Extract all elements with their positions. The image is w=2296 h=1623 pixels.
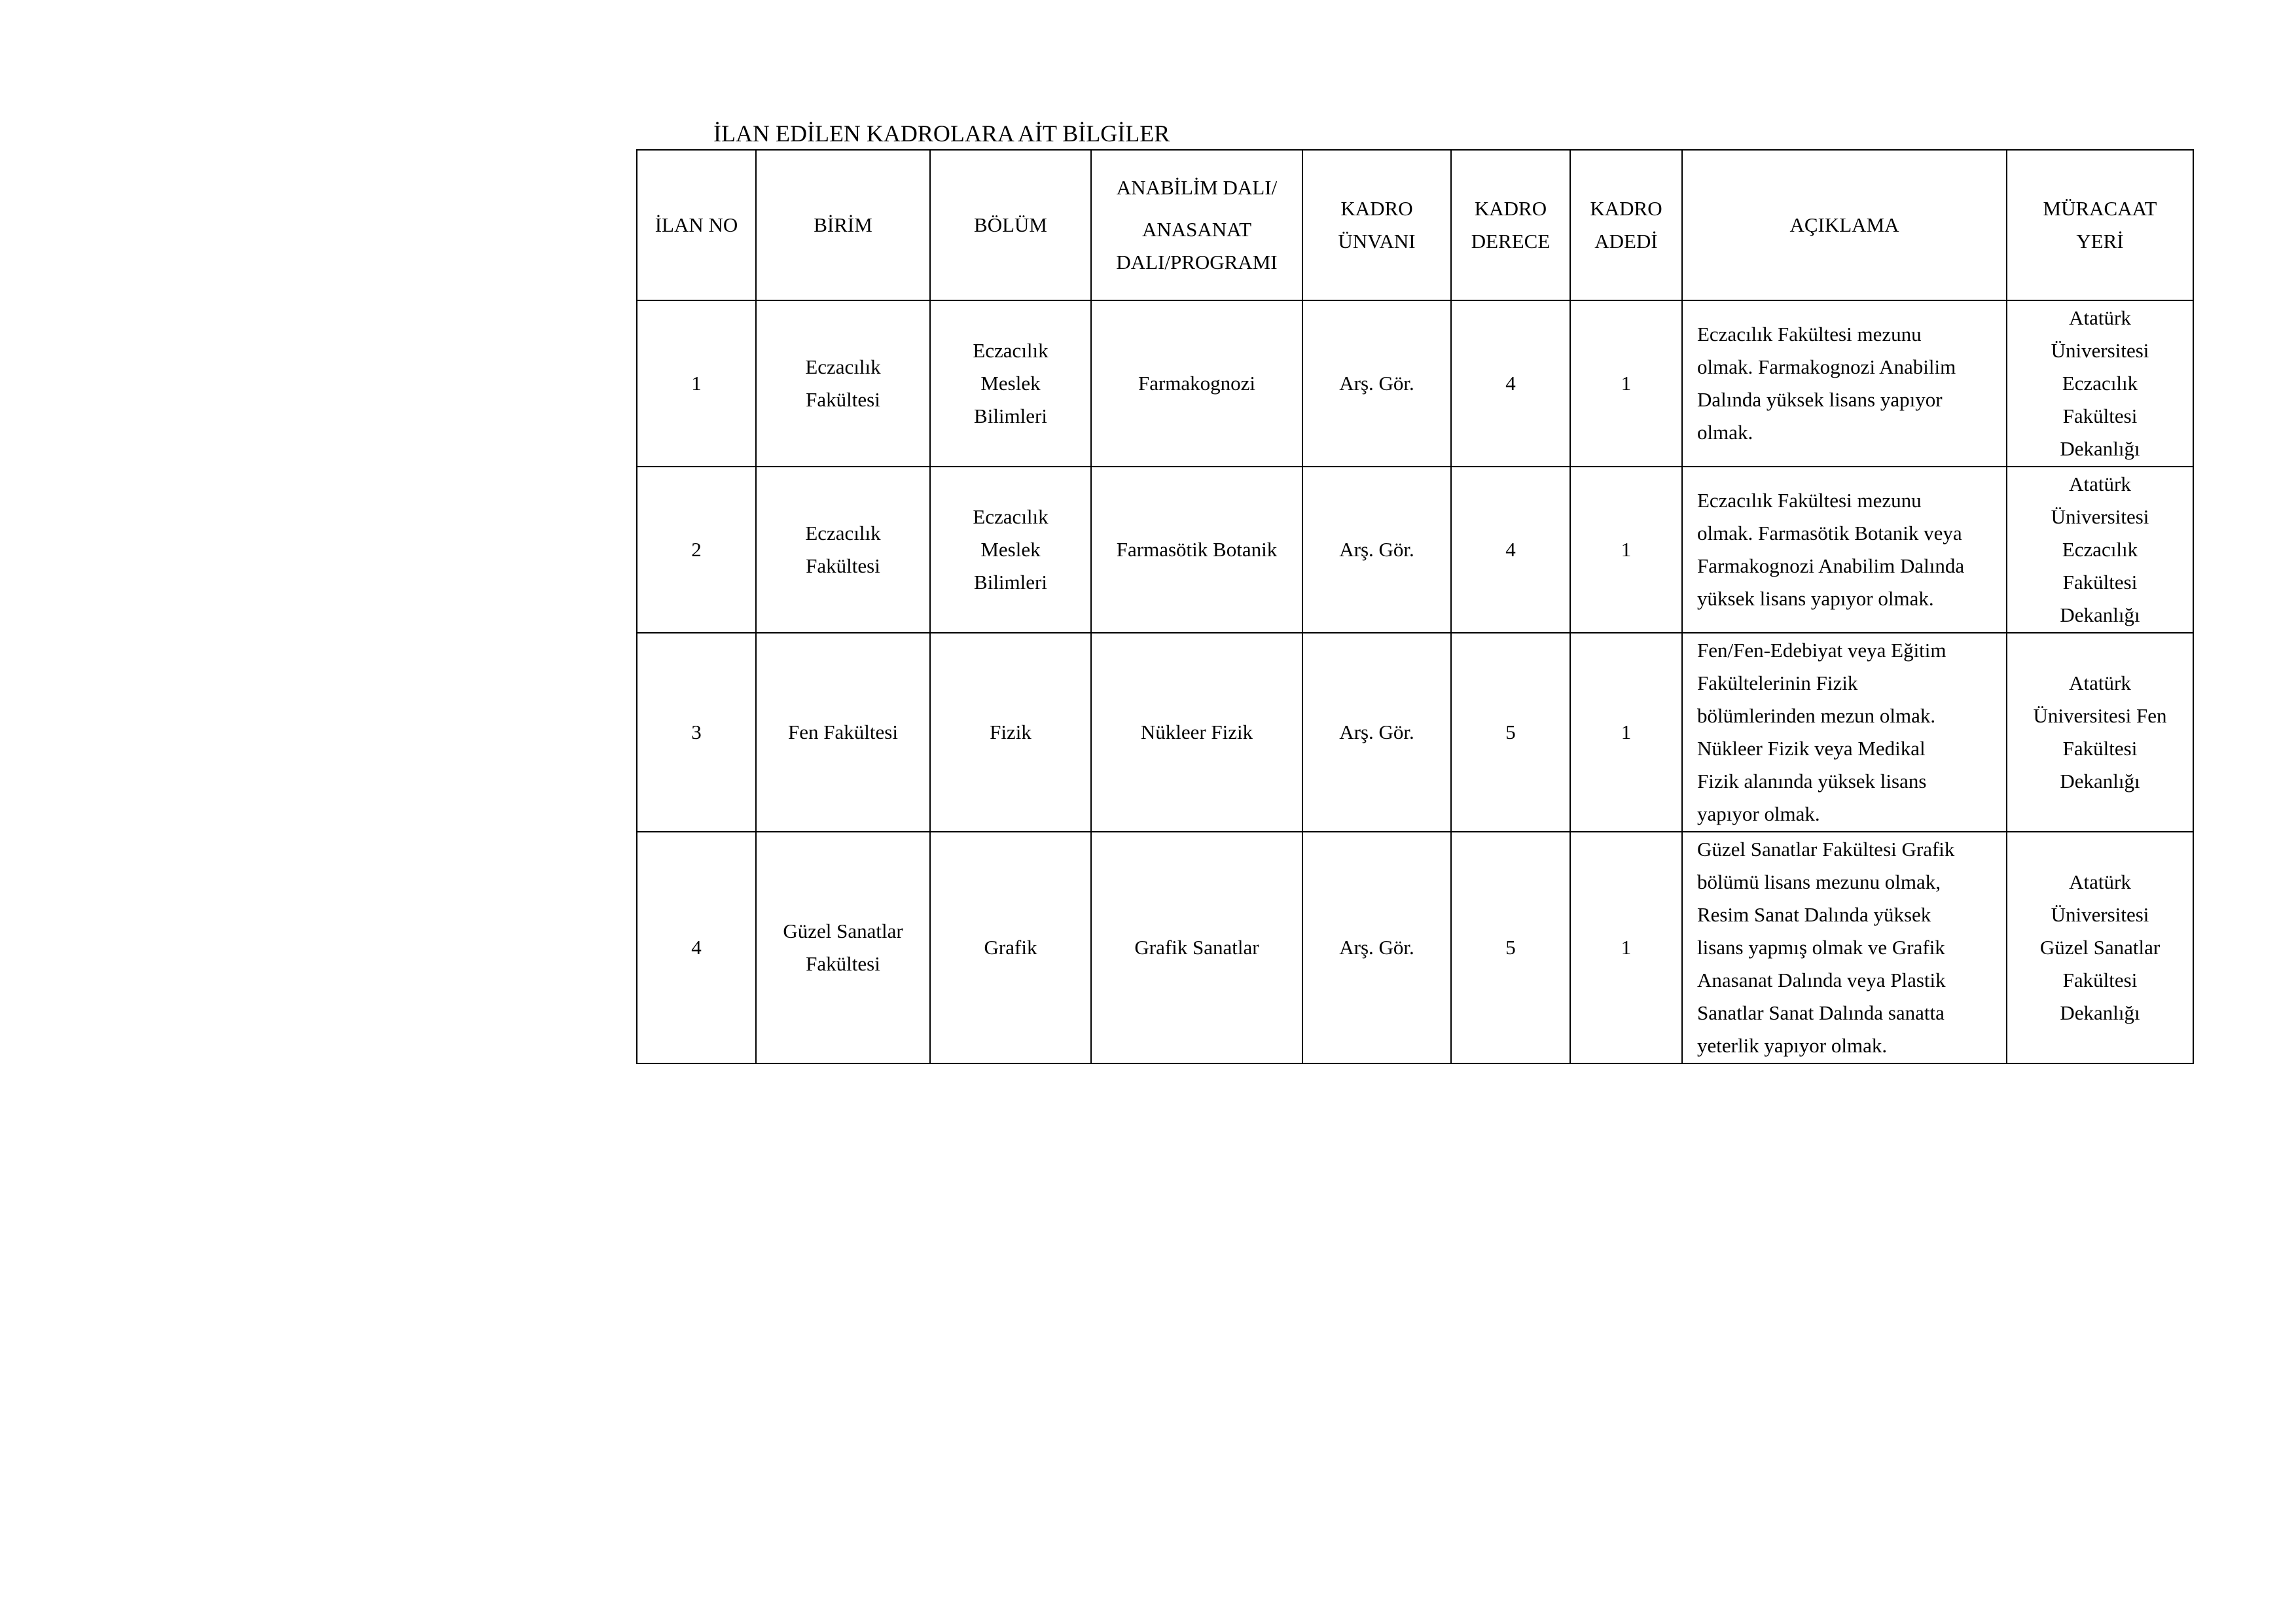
cell-line: yeterlik yapıyor olmak. — [1697, 1034, 1888, 1057]
cell-line: Fizik — [990, 721, 1031, 743]
table-row — [637, 633, 2193, 832]
header-birim: BİRİM — [756, 150, 930, 300]
cell-line: 1 — [691, 372, 702, 395]
cell-line: Üniversitesi — [2051, 339, 2149, 362]
cell-kadro-unvani — [1302, 467, 1451, 633]
cell-line: Eczacılık Fakültesi mezunu — [1697, 323, 1922, 346]
cell-ilan-no — [637, 467, 756, 633]
cell-kadro-derece — [1451, 633, 1570, 832]
cell-line: Üniversitesi — [2051, 505, 2149, 528]
cell-anabilim-dali — [1091, 633, 1302, 832]
table-header-row — [637, 150, 2193, 300]
cell-kadro-derece — [1451, 300, 1570, 467]
cell-muracaat-yeri — [2007, 467, 2193, 633]
cell-line: Fakültesi — [2062, 571, 2138, 594]
cell-kadro-adedi — [1570, 467, 1682, 633]
table-body — [637, 300, 2193, 1063]
header-ilan-no: İLAN NO — [637, 150, 756, 300]
cell-line: Fakültesi — [806, 388, 880, 411]
cell-line: yapıyor olmak. — [1697, 802, 1820, 825]
cell-aciklama — [1682, 300, 2007, 467]
cell-line: yüksek lisans yapıyor olmak. — [1697, 587, 1934, 610]
cell-line: Eczacılık Fakültesi mezunu — [1697, 489, 1922, 512]
cell-ilan-no — [637, 300, 756, 467]
cell-line: Dekanlığı — [2060, 770, 2140, 793]
cell-line: Fakültelerinin Fizik — [1697, 671, 1858, 694]
cell-line: Fakültesi — [2062, 404, 2138, 427]
cell-line: Nükleer Fizik veya Medikal — [1697, 737, 1926, 760]
cell-kadro-unvani — [1302, 633, 1451, 832]
cell-kadro-derece — [1451, 467, 1570, 633]
table-row — [637, 467, 2193, 633]
table-row — [637, 300, 2193, 467]
cell-anabilim-dali — [1091, 832, 1302, 1063]
cell-line: Üniversitesi — [2051, 903, 2149, 926]
cell-kadro-adedi — [1570, 633, 1682, 832]
header-bolum: BÖLÜM — [930, 150, 1091, 300]
cell-line: Üniversitesi Fen — [2033, 704, 2167, 727]
cell-line: Arş. Gör. — [1339, 936, 1414, 959]
cell-line: Eczacılık — [2062, 538, 2138, 561]
cell-line: Atatürk — [2069, 870, 2131, 893]
cell-line: bölümlerinden mezun olmak. — [1697, 704, 1936, 727]
header-muracaat-yeri: MÜRACAAT YERİ — [2007, 150, 2193, 300]
cell-birim — [756, 633, 930, 832]
cell-line: olmak. Farmasötik Botanik veya — [1697, 522, 1962, 544]
cell-bolum — [930, 633, 1091, 832]
cell-line: olmak. — [1697, 421, 1753, 444]
cell-kadro-adedi — [1570, 300, 1682, 467]
cell-line: Arş. Gör. — [1339, 721, 1414, 743]
cell-line: 4 — [691, 936, 702, 959]
cell-line: 4 — [1505, 538, 1516, 561]
cell-line: Farmakognozi — [1138, 372, 1256, 395]
cell-line: Eczacılık — [805, 522, 881, 544]
cell-kadro-derece — [1451, 832, 1570, 1063]
cell-ilan-no — [637, 832, 756, 1063]
header-aciklama: AÇIKLAMA — [1682, 150, 2007, 300]
cell-line: Bilimleri — [974, 404, 1047, 427]
cell-line: Güzel Sanatlar Fakültesi Grafik — [1697, 838, 1955, 861]
table-row — [637, 832, 2193, 1063]
header-kadro-unvani: KADRO ÜNVANI — [1302, 150, 1451, 300]
cell-anabilim-dali — [1091, 467, 1302, 633]
cell-line: Arş. Gör. — [1339, 538, 1414, 561]
cell-muracaat-yeri — [2007, 832, 2193, 1063]
cell-bolum — [930, 300, 1091, 467]
cell-kadro-unvani — [1302, 300, 1451, 467]
cell-line: Dekanlığı — [2060, 1001, 2140, 1024]
cell-ilan-no — [637, 633, 756, 832]
cell-line: 2 — [691, 538, 702, 561]
cell-bolum — [930, 467, 1091, 633]
cell-line: Dekanlığı — [2060, 603, 2140, 626]
header-kadro-derece: KADRO DERECE — [1451, 150, 1570, 300]
cell-line: Fen/Fen-Edebiyat veya Eğitim — [1697, 639, 1946, 662]
cell-line: Fakültesi — [806, 554, 880, 577]
cell-line: Güzel Sanatlar — [783, 919, 903, 942]
cell-line: 4 — [1505, 372, 1516, 395]
cell-line: Atatürk — [2069, 473, 2131, 495]
cell-line: 1 — [1621, 936, 1632, 959]
cell-muracaat-yeri — [2007, 633, 2193, 832]
cell-line: Resim Sanat Dalında yüksek — [1697, 903, 1931, 926]
cell-line: Fakültesi — [806, 952, 880, 975]
header-anabilim-dali: ANABİLİM DALI/ ANASANAT DALI/PROGRAMI — [1091, 150, 1302, 300]
cell-birim — [756, 300, 930, 467]
cell-line: Farmakognozi Anabilim Dalında — [1697, 554, 1965, 577]
cell-line: Fizik alanında yüksek lisans — [1697, 770, 1927, 793]
cell-anabilim-dali — [1091, 300, 1302, 467]
cell-birim — [756, 832, 930, 1063]
cell-line: Bilimleri — [974, 571, 1047, 594]
cell-line: Sanatlar Sanat Dalında sanatta — [1697, 1001, 1945, 1024]
cell-line: 1 — [1621, 372, 1632, 395]
cell-line: olmak. Farmakognozi Anabilim — [1697, 355, 1956, 378]
cell-line: Fen Fakültesi — [788, 721, 898, 743]
document-title: İLAN EDİLEN KADROLARA AİT BİLGİLER — [713, 120, 1170, 147]
cell-aciklama — [1682, 467, 2007, 633]
cell-line: 5 — [1505, 936, 1516, 959]
cell-line: Eczacılık — [973, 505, 1049, 528]
cell-line: Farmasötik Botanik — [1116, 538, 1278, 561]
cell-aciklama — [1682, 633, 2007, 832]
cell-line: Dekanlığı — [2060, 437, 2140, 460]
cell-line: 1 — [1621, 721, 1632, 743]
cell-line: Fakültesi — [2062, 737, 2138, 760]
cell-kadro-unvani — [1302, 832, 1451, 1063]
cell-birim — [756, 467, 930, 633]
cell-line: Meslek — [980, 538, 1041, 561]
cell-line: 3 — [691, 721, 702, 743]
cell-line: lisans yapmış olmak ve Grafik — [1697, 936, 1945, 959]
cell-line: bölümü lisans mezunu olmak, — [1697, 870, 1941, 893]
cell-line: 1 — [1621, 538, 1632, 561]
cell-line: 5 — [1505, 721, 1516, 743]
cell-line: Eczacılık — [805, 355, 881, 378]
cell-line: Dalında yüksek lisans yapıyor — [1697, 388, 1943, 411]
cell-muracaat-yeri — [2007, 300, 2193, 467]
cell-line: Eczacılık — [2062, 372, 2138, 395]
cell-line: Meslek — [980, 372, 1041, 395]
cell-line: Arş. Gör. — [1339, 372, 1414, 395]
cell-line: Güzel Sanatlar — [2039, 936, 2161, 959]
cell-line: Nükleer Fizik — [1140, 721, 1253, 743]
cell-line: Atatürk — [2069, 306, 2131, 329]
header-kadro-adedi: KADRO ADEDİ — [1570, 150, 1682, 300]
cell-line: Atatürk — [2069, 671, 2131, 694]
cell-line: Fakültesi — [2062, 969, 2138, 991]
cell-line: Grafik — [984, 936, 1037, 959]
cell-aciklama — [1682, 832, 2007, 1063]
cell-bolum — [930, 832, 1091, 1063]
cell-line: Eczacılık — [973, 339, 1049, 362]
cell-kadro-adedi — [1570, 832, 1682, 1063]
positions-table — [636, 149, 2194, 1064]
cell-line: Anasanat Dalında veya Plastik — [1697, 969, 1946, 991]
cell-line: Grafik Sanatlar — [1134, 936, 1259, 959]
